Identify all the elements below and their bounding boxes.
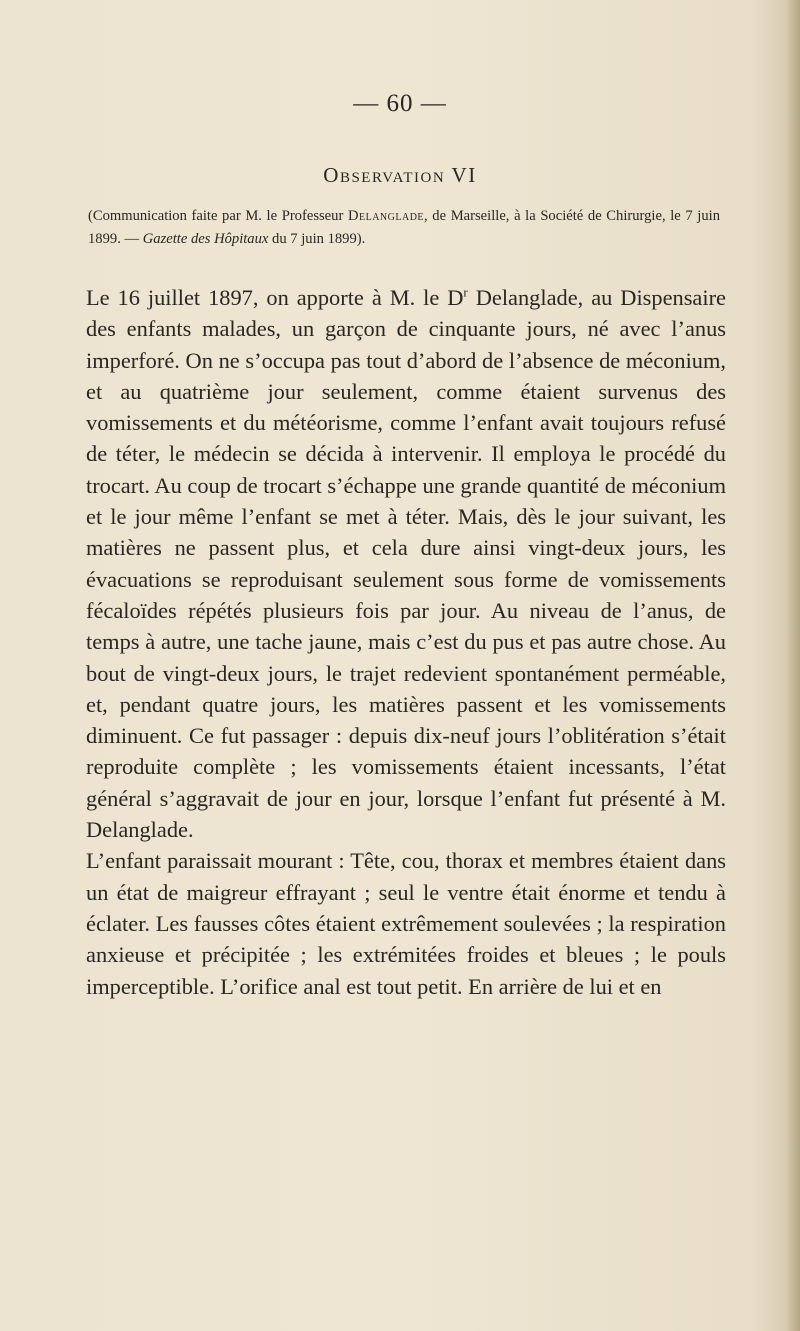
page-edge-shadow (786, 0, 800, 1331)
doctor-superscript: r (463, 284, 468, 300)
paragraph-1-rest: Delanglade, au Dispensaire des enfants malades, un garçon de cinquante jours, né avec l’anus imperforé. On ne s’occupa pas tout d’abord de l’absence de méconium, et au quatrième jour seulement, comme étaient survenus des vomissements et du météorisme, comme l’enfant avait toujours refusé de téter, le médecin se décida à intervenir. Il employa le procédé du trocart. Au coup de trocart s’échappe une grande quantité de méconium et le jour même l’enfant se met à téter. Mais, dès le jour suivant, les matières ne passent plus, et cela dure ainsi vingt-deux jours, les évacuations se reproduisant seulement sous forme de vomissements fécaloïdes répétés plusieurs fois par jour. Au niveau de l’anus, de temps à autre, une tache jaune, mais c’est du pus et pas autre chose. Au bout de vingt-deux jours, le trajet redevient spontanément perméable, et, pendant quatre jours, les matières passent et les vomissements diminuent. Ce fut passager : depuis dix-neuf jours l’oblitération s’était reproduite complète ; les vomissements étaient incessants, l’état général s’aggravait de jour en jour, lorsque l’enfant fut présenté à M. Delanglade. (86, 285, 726, 843)
source-author: Delanglade (347, 208, 425, 224)
source-citation (88, 205, 720, 251)
paragraph-2: L’enfant paraissait mourant : Tête, cou, thorax et membres étaient dans un état de maigreur effrayant ; seul le ventre était énorme et tendu à éclater. Les fausses côtes étaient extrêmement soulevées ; la respiration anxieuse et précipitée ; les extrémitées froides et bleues ; le pouls imperceptible. L’orifice anal est tout petit. En arrière de lui et en (86, 848, 726, 999)
source-part1: (Communication faite par M. le Professeur (88, 208, 348, 224)
paragraph-1-start: Le 16 juillet 1897, on apporte à M. le D (86, 285, 464, 310)
source-part3: du 7 juin 1899). (268, 231, 366, 247)
paragraph-1 (86, 282, 726, 845)
source-journal: Gazette des Hôpitaux (142, 231, 269, 247)
observation-heading: Observation VI (323, 163, 477, 187)
body-text (86, 282, 726, 1002)
source-part2: , de Marseille, à la Société de Chirurgie, le 7 juin 1899. — (88, 208, 720, 247)
page-number: — 60 — (353, 90, 447, 117)
